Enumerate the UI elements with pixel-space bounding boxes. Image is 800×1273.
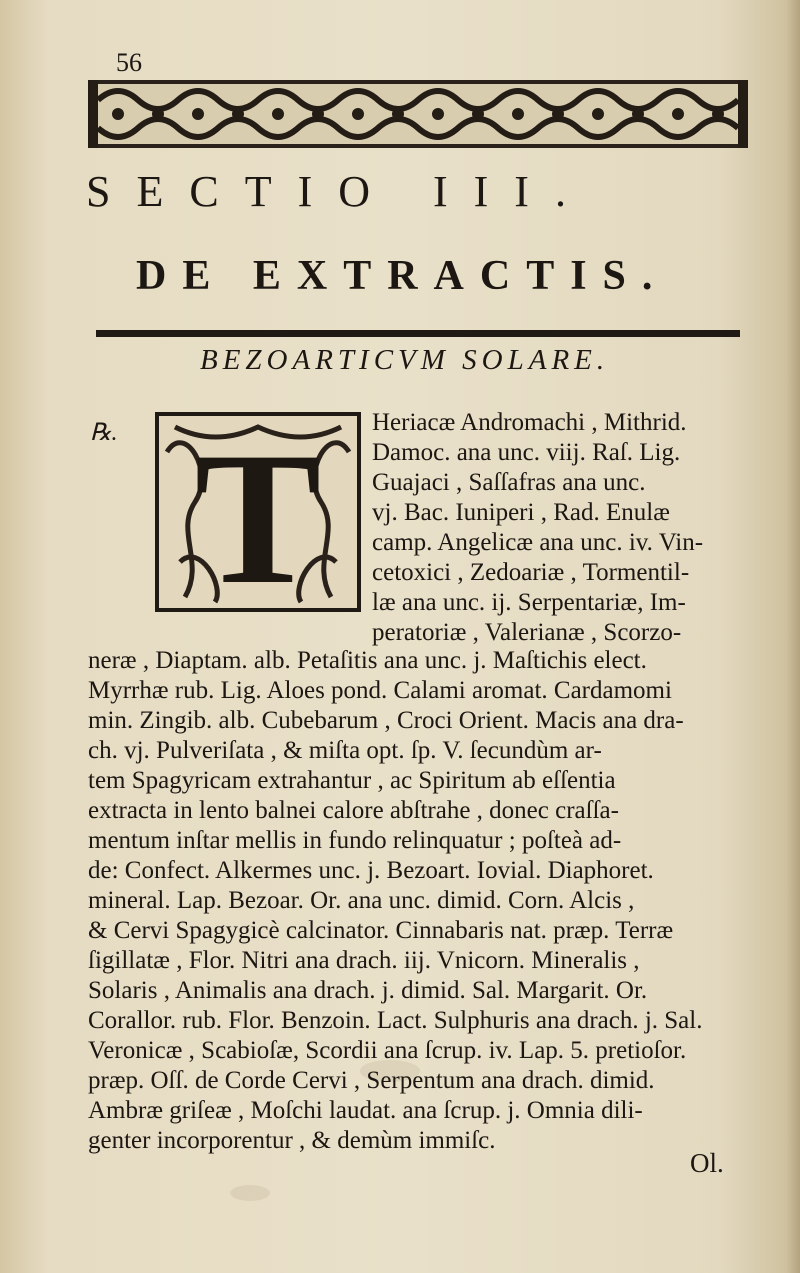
text-line: Ambræ griſeæ , Moſchi laudat. ana ſcrup. j. Omnia dili- (88, 1097, 643, 1124)
text-line: de: Confect. Alkermes unc. j. Bezoart. Iovial. Diaphoret. (88, 857, 654, 884)
text-line: extracta in lento balnei calore abſtrahe , donec craſſa- (88, 797, 619, 824)
text-line: mineral. Lap. Bezoar. Or. ana unc. dimid. Corn. Alcis , (88, 887, 635, 914)
ornamental-headpiece (88, 80, 748, 148)
text-line: vj. Bac. Iuniperi , Rad. Enulæ (372, 499, 670, 526)
text-line: & Cervi Spagygicè calcinator. Cinnabaris nat. præp. Terræ (88, 917, 674, 944)
heading-rule (96, 330, 740, 337)
recipe-heading: BEZOARTICVM SOLARE. (200, 344, 610, 376)
text-line: tem Spagyricam extrahantur , ac Spiritum ab eſſentia (88, 767, 616, 794)
catchword: Ol. (690, 1148, 724, 1178)
text-line: Solaris , Animalis ana drach. j. dimid. Sal. Margarit. Or. (88, 977, 648, 1004)
recipe-symbol: ℞. (90, 420, 118, 446)
text-line: mentum inſtar mellis in fundo relinquatur ; poſteà ad- (88, 827, 622, 854)
text-line: Guajaci , Saſſafras ana unc. (372, 469, 646, 496)
page-number: 56 (116, 48, 142, 77)
text-line: Heriacæ Andromachi , Mithrid. (372, 409, 687, 436)
text-line: neræ , Diaptam. alb. Petaſitis ana unc. j. Maſtichis elect. (88, 647, 647, 674)
text-line: ch. vj. Pulveriſata , & miſta opt. ſp. V. ſecundùm ar- (88, 737, 602, 764)
text-line: ſigillatæ , Flor. Nitri ana drach. iij. Vnicorn. Mineralis , (88, 947, 640, 974)
text-line: præp. Oſſ. de Corde Cervi , Serpentum ana drach. dimid. (88, 1067, 655, 1094)
text-line: peratoriæ , Valerianæ , Scorzo- (372, 619, 682, 646)
text-line: læ ana unc. ij. Serpentariæ, Im- (372, 589, 686, 616)
page-edge-shadow (786, 0, 800, 1273)
text-line: min. Zingib. alb. Cubebarum , Croci Orient. Macis ana dra- (88, 707, 684, 734)
text-line: Corallor. rub. Flor. Benzoin. Lact. Sulphuris ana drach. j. Sal. (88, 1007, 703, 1034)
text-line: genter incorporentur , & demùm immiſc. (88, 1127, 496, 1154)
decorated-initial (155, 412, 361, 612)
initial-letter: T (194, 414, 322, 612)
text-line: Damoc. ana unc. viij. Raſ. Lig. (372, 439, 681, 466)
text-line: camp. Angelicæ ana unc. iv. Vin- (372, 529, 704, 556)
text-line: cetoxici , Zedoariæ , Tormentil- (372, 559, 690, 586)
text-line: Myrrhæ rub. Lig. Aloes pond. Calami aromat. Cardamomi (88, 677, 672, 704)
text-line: Veronicæ , Scabioſæ, Scordii ana ſcrup. iv. Lap. 5. pretioſor. (88, 1037, 687, 1064)
section-title: SECTIO III. (86, 167, 592, 216)
section-subtitle: DE EXTRACTIS. (136, 253, 669, 299)
paper-stain (230, 1185, 270, 1201)
